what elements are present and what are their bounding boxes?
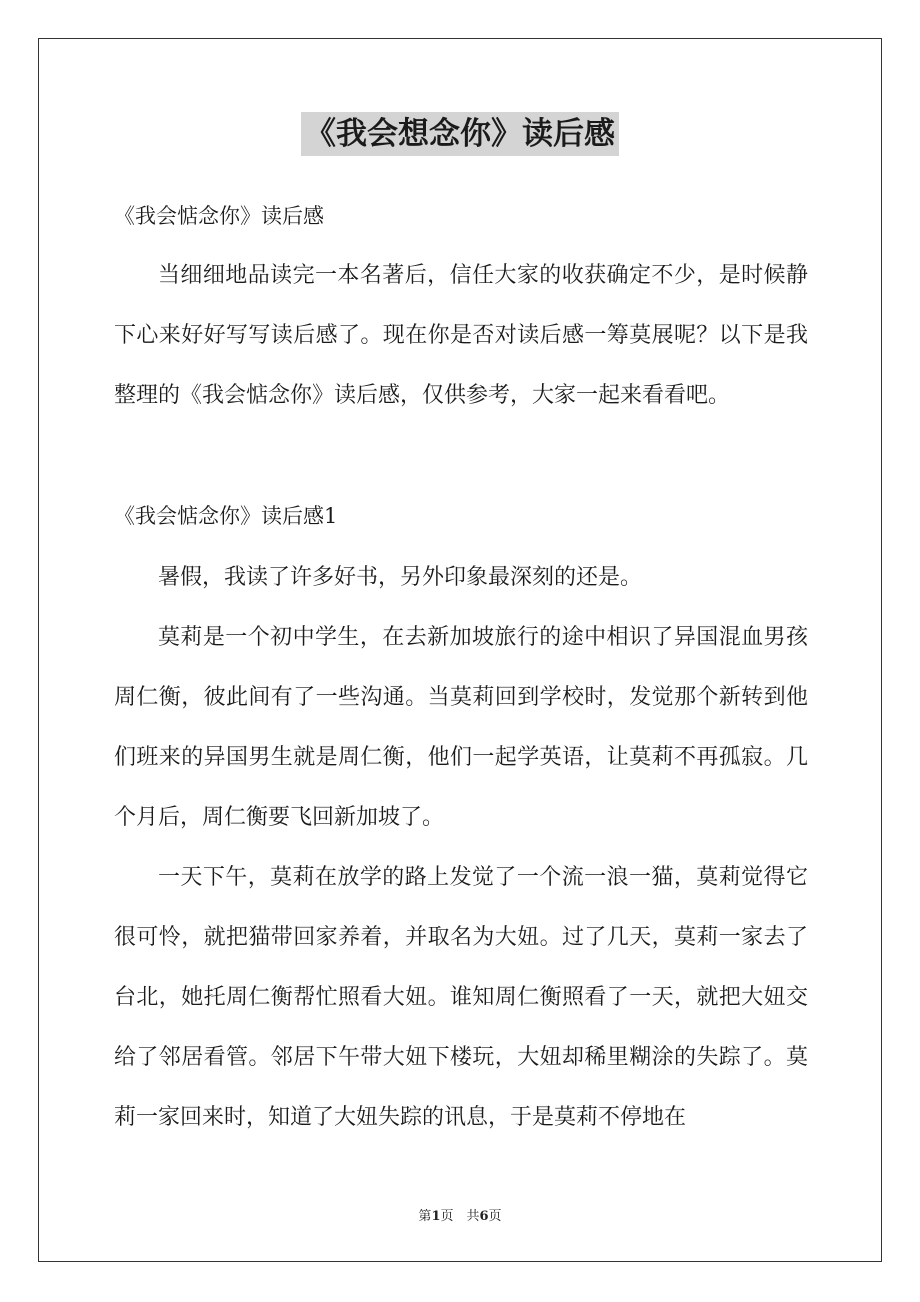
intro-block bbox=[114, 246, 808, 426]
footer-prefix: 第 bbox=[418, 1209, 432, 1224]
subtitle: 《我会惦念你》读后感 bbox=[114, 204, 324, 228]
paragraph: 暑假，我读了许多好书，另外印象最深刻的还是。 bbox=[158, 565, 643, 590]
title-container bbox=[0, 112, 920, 156]
paragraph: 一天下午，莫莉在放学的路上发觉了一个流一浪一猫，莫莉觉得它很可怜，就把猫带回家养着，并取名为大妞。过了几天，莫莉一家去了台北，她托周仁衡帮忙照看大妞。谁知周仁衡照看了一天，就把大妞交给了邻居看管。邻居下午带大妞下楼玩，大妞却稀里糊涂的失踪了。莫莉一家回来时，知道了大妞失踪的讯息，于是莫莉不停地在 bbox=[114, 865, 808, 1130]
footer-page-number: 1 bbox=[431, 1209, 441, 1224]
page-title: 《我会想念你》读后感 bbox=[301, 112, 619, 156]
footer-mid: 页 共 bbox=[440, 1209, 480, 1224]
document-body bbox=[114, 196, 808, 236]
section1-body bbox=[114, 548, 808, 1148]
footer-page-total: 6 bbox=[479, 1209, 489, 1224]
section1-heading-block bbox=[114, 496, 808, 536]
footer-suffix: 页 bbox=[488, 1209, 502, 1224]
intro-paragraph: 当细细地品读完一本名著后，信任大家的收获确定不少，是时候静下心来好好写写读后感了。现在你是否对读后感一筹莫展呢？以下是我整理的《我会惦念你》读后感，仅供参考，大家一起来看看吧。 bbox=[114, 263, 808, 408]
section-heading: 《我会惦念你》读后感1 bbox=[114, 504, 338, 528]
paragraph: 莫莉是一个初中学生，在去新加坡旅行的途中相识了异国混血男孩周仁衡，彼此间有了一些沟通。当莫莉回到学校时，发觉那个新转到他们班来的异国男生就是周仁衡，他们一起学英语，让莫莉不再孤寂。几个月后，周仁衡要飞回新加坡了。 bbox=[114, 625, 808, 830]
page-footer bbox=[0, 1205, 920, 1224]
